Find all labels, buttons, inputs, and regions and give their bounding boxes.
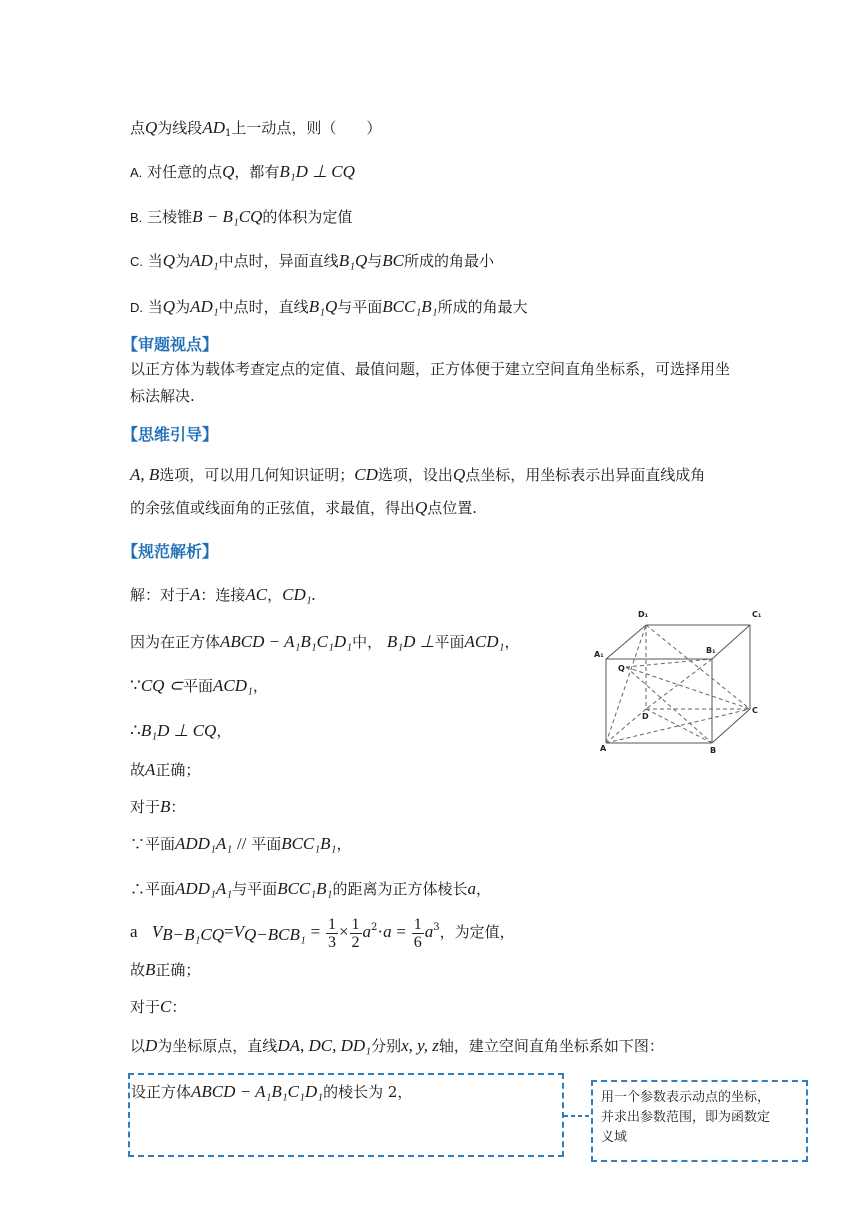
math: ABCD − A₁B₁C₁D₁ xyxy=(220,632,353,651)
math: DA, DC, DD₁ xyxy=(277,1036,372,1055)
text: 对于 xyxy=(130,798,161,816)
math: a xyxy=(130,922,138,941)
text: 分别 xyxy=(371,1037,402,1055)
text: 解：对于 xyxy=(130,586,191,604)
text: ： xyxy=(171,998,187,1016)
note-line: 义域 xyxy=(601,1130,628,1145)
heading-siwei: 【思维引导】 xyxy=(122,425,219,444)
siwei-line1 xyxy=(130,465,705,485)
question-tail xyxy=(130,118,381,138)
subscript: 1 xyxy=(224,128,232,139)
math: V xyxy=(233,922,245,941)
solution-line-9-volume xyxy=(130,913,515,951)
text: ， xyxy=(504,633,520,651)
subscript: B−B₁CQ xyxy=(162,925,225,944)
label-b1: B₁ xyxy=(706,646,716,655)
solution-line-6 xyxy=(130,797,185,817)
math: × xyxy=(338,922,349,941)
math: BCC₁B₁ xyxy=(281,834,337,853)
text: ，为定值， xyxy=(439,923,515,941)
math: BCC₁B₁ xyxy=(277,879,333,898)
label-d1: D₁ xyxy=(638,610,649,619)
fraction-one-half xyxy=(350,916,362,951)
math: · xyxy=(377,922,384,941)
label-b: B xyxy=(710,746,717,755)
text: 为线段 xyxy=(157,119,203,137)
text: 正确； xyxy=(155,761,201,779)
label-d: D xyxy=(642,712,649,721)
math: B₁Q xyxy=(308,297,338,316)
math: Q xyxy=(222,162,235,181)
option-c xyxy=(130,251,494,272)
option-letter: C. xyxy=(130,254,143,269)
solution-line-1 xyxy=(130,585,316,605)
text: 选项，设出 xyxy=(377,466,453,484)
solution-line-2 xyxy=(130,632,519,652)
math: B₁D ⊥ CQ xyxy=(279,162,355,181)
math: ACD₁ xyxy=(212,676,253,695)
text: 对任意的点 xyxy=(147,163,223,181)
math: CQ ⊂ xyxy=(140,676,183,695)
solution-line-7 xyxy=(130,834,352,854)
text: ，都有 xyxy=(234,163,280,181)
text: 三棱锥 xyxy=(147,208,193,226)
math: = xyxy=(310,922,321,941)
solution-line-10 xyxy=(130,960,200,980)
numerator: 1 xyxy=(351,915,360,933)
math: A, B xyxy=(130,465,160,484)
option-b xyxy=(130,207,352,228)
math: ABCD − A₁B₁C₁D₁ xyxy=(191,1082,324,1101)
math: Q xyxy=(162,297,176,316)
math: A xyxy=(145,760,156,779)
text: ∴平面 xyxy=(130,880,176,898)
math: D xyxy=(145,1036,158,1055)
text: ∵平面 xyxy=(130,835,176,853)
math: ∵ xyxy=(130,676,141,695)
math: B xyxy=(160,797,171,816)
text: 所成的角最大 xyxy=(437,298,528,316)
denominator: 3 xyxy=(327,933,336,951)
siwei-line2 xyxy=(130,498,477,518)
math: ADD₁A₁ xyxy=(175,834,233,853)
numerator: 1 xyxy=(413,915,422,933)
solution-line-3 xyxy=(130,676,268,696)
math: B xyxy=(145,960,156,979)
math: ADD₁A₁ xyxy=(175,879,233,898)
math: CD xyxy=(354,465,378,484)
label-a: A xyxy=(600,744,607,753)
math: = xyxy=(396,922,406,941)
text: 因为在正方体 xyxy=(130,633,221,651)
box-connector xyxy=(564,1110,592,1122)
text: 平面 xyxy=(182,677,213,695)
solution-line-4 xyxy=(130,721,231,741)
text: 正确； xyxy=(155,961,201,979)
math: V xyxy=(151,922,163,941)
text: ：连接 xyxy=(200,586,246,604)
text: 的体积为定值 xyxy=(262,208,353,226)
math: x, y, z xyxy=(401,1036,439,1055)
math: B₁D ⊥ xyxy=(386,632,435,651)
text: 的棱长为 2， xyxy=(323,1083,413,1101)
label-q: Q xyxy=(618,664,625,673)
text: 为 xyxy=(175,298,191,316)
solution-line-13 xyxy=(131,1082,412,1102)
label-c1: C₁ xyxy=(752,610,762,619)
heading-guifan: 【规范解析】 xyxy=(122,542,219,561)
label-a1: A₁ xyxy=(594,650,604,659)
solution-line-5 xyxy=(130,760,200,780)
option-a xyxy=(130,162,355,183)
option-letter: B. xyxy=(130,210,143,225)
text: 所成的角最小 xyxy=(404,252,495,270)
text: ， xyxy=(336,835,352,853)
math: B − B₁CQ xyxy=(192,207,263,226)
text: ： xyxy=(170,798,186,816)
text: 平面 xyxy=(434,633,465,651)
text: 以 xyxy=(130,1037,146,1055)
label-c: C xyxy=(752,706,758,715)
math-q: Q xyxy=(145,118,158,137)
math: a xyxy=(362,922,372,941)
text: ， xyxy=(267,586,283,604)
math: a xyxy=(424,922,434,941)
math: Q xyxy=(415,498,428,517)
math: AD₁ xyxy=(190,251,219,270)
math: ACD₁ xyxy=(464,632,505,651)
text: 点坐标，用坐标表示出异面直线成角 xyxy=(465,466,706,484)
text: 中， xyxy=(352,633,383,651)
math: B₁Q xyxy=(338,251,368,270)
option-letter: A. xyxy=(130,165,143,180)
math: AD₁ xyxy=(190,297,219,316)
text: 中点时，直线 xyxy=(218,298,309,316)
cube-figure xyxy=(592,605,772,765)
math: C xyxy=(160,997,172,1016)
text: ， xyxy=(216,722,232,740)
denominator: 2 xyxy=(351,933,360,951)
text: ， xyxy=(252,677,268,695)
heading-shenti: 【审题视点】 xyxy=(122,335,219,354)
text: 对于 xyxy=(130,998,161,1016)
shenti-line1: 以正方体为载体考查定点的定值、最值问题，正方体便于建立空间直角坐标系，可选择用坐 xyxy=(130,360,731,378)
option-d xyxy=(130,297,528,318)
math: CD₁. xyxy=(282,585,316,604)
text: 的距离为正方体棱长 xyxy=(332,880,468,898)
numerator: 1 xyxy=(327,915,336,933)
math: = xyxy=(224,922,234,941)
text: 中点时，异面直线 xyxy=(218,252,339,270)
fraction-one-sixth xyxy=(412,916,424,951)
note-box xyxy=(591,1080,808,1162)
math: B₁D ⊥ CQ xyxy=(140,721,217,740)
subscript: Q−BCB₁ xyxy=(244,925,306,944)
text: 为 xyxy=(175,252,191,270)
math: a xyxy=(383,922,392,941)
text: 的余弦值或线面角的正弦值，求最值，得出 xyxy=(130,499,416,517)
math: A xyxy=(190,585,201,604)
solution-line-12 xyxy=(130,1036,664,1056)
math: BC xyxy=(382,251,405,270)
note-line: 用一个参数表示动点的坐标， xyxy=(601,1090,771,1105)
text: 故 xyxy=(130,961,146,979)
text: 当 xyxy=(147,298,163,316)
text: 与平面 xyxy=(232,880,278,898)
fraction-one-third xyxy=(326,916,338,951)
math: ∴ xyxy=(130,721,141,740)
text: 当 xyxy=(147,252,163,270)
text: 与平面 xyxy=(337,298,383,316)
text: 与 xyxy=(367,252,383,270)
text: 平面 xyxy=(251,835,282,853)
text: 点位置. xyxy=(427,499,478,517)
math: AC xyxy=(245,585,268,604)
math: a xyxy=(467,879,476,898)
text: 点 xyxy=(130,119,146,137)
text: 上一动点，则（ ） xyxy=(231,119,382,137)
text: 故 xyxy=(130,761,146,779)
option-letter: D. xyxy=(130,300,143,315)
math: BCC₁B₁ xyxy=(382,297,438,316)
superscript: 3 xyxy=(433,922,440,933)
solution-line-8 xyxy=(130,879,491,899)
math: Q xyxy=(452,465,466,484)
math: // xyxy=(236,834,247,853)
shenti-line2: 标法解决. xyxy=(130,387,195,405)
text: 设正方体 xyxy=(131,1083,192,1101)
text: 选项，可以用几何知识证明； xyxy=(159,466,355,484)
superscript: 2 xyxy=(371,922,378,933)
solution-line-11 xyxy=(130,997,186,1017)
text: 为坐标原点，直线 xyxy=(157,1037,278,1055)
text: ， xyxy=(475,880,491,898)
denominator: 6 xyxy=(413,933,422,951)
note-line: 并求出参数范围，即为函数定 xyxy=(601,1110,771,1125)
text: 轴，建立空间直角坐标系如下图： xyxy=(438,1037,664,1055)
math: Q xyxy=(162,251,176,270)
math-seg: AD xyxy=(202,118,225,137)
